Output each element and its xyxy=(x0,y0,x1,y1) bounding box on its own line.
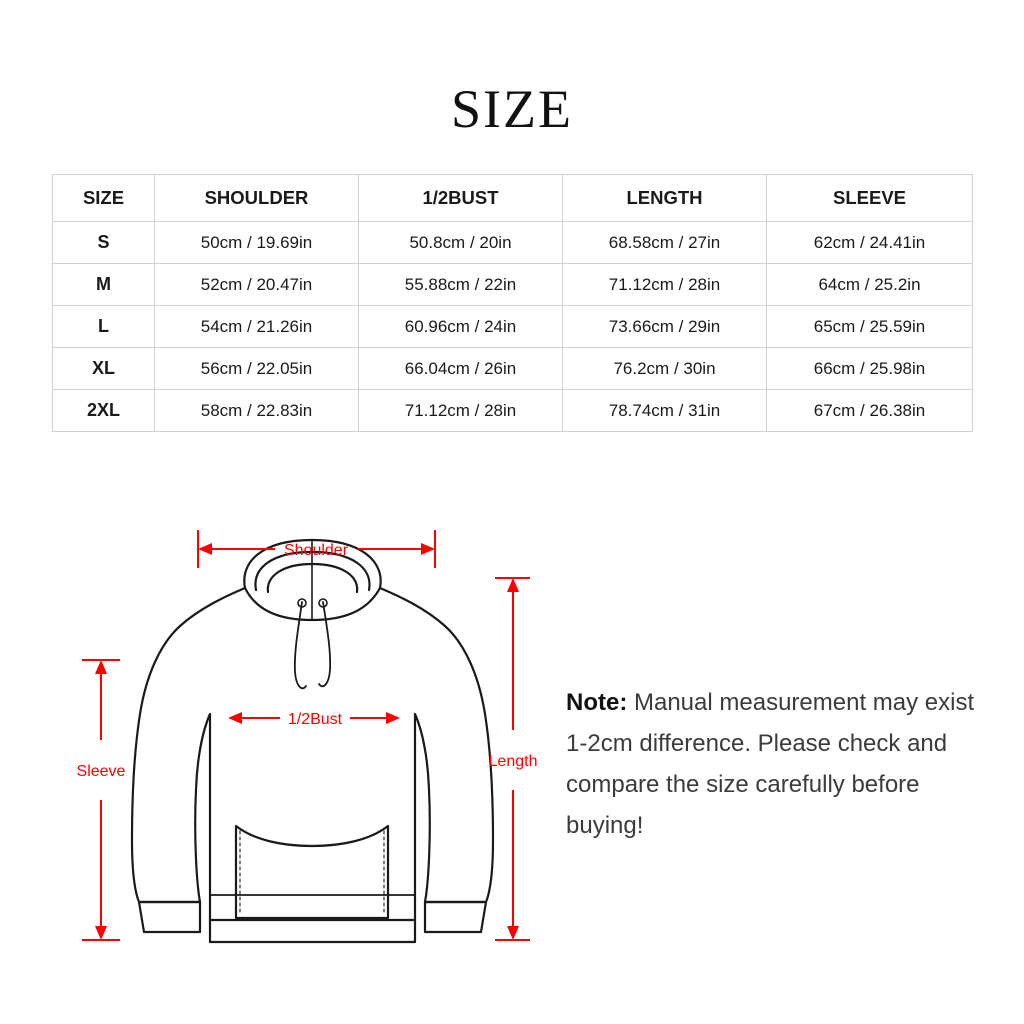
cell-length: 71.12cm / 28in xyxy=(563,264,767,306)
cell-length: 78.74cm / 31in xyxy=(563,390,767,432)
shoulder-label: Shoulder xyxy=(283,542,349,559)
sleeve-measure-arrow xyxy=(82,660,120,940)
cell-bust: 71.12cm / 28in xyxy=(359,390,563,432)
column-header-shoulder: SHOULDER xyxy=(155,175,359,222)
cell-size: 2XL xyxy=(53,390,155,432)
table-row xyxy=(53,348,973,390)
note-block xyxy=(566,682,976,846)
cell-shoulder: 50cm / 19.69in xyxy=(155,222,359,264)
cell-sleeve: 65cm / 25.59in xyxy=(767,306,973,348)
table-row xyxy=(53,306,973,348)
cell-shoulder: 54cm / 21.26in xyxy=(155,306,359,348)
bust-label: 1/2Bust xyxy=(287,711,343,728)
cell-bust: 55.88cm / 22in xyxy=(359,264,563,306)
cell-sleeve: 66cm / 25.98in xyxy=(767,348,973,390)
column-header-sleeve: SLEEVE xyxy=(767,175,973,222)
cell-length: 76.2cm / 30in xyxy=(563,348,767,390)
hoodie-illustration xyxy=(132,540,493,942)
cell-shoulder: 52cm / 20.47in xyxy=(155,264,359,306)
measurement-annotations xyxy=(82,530,530,940)
column-header-size: SIZE xyxy=(53,175,155,222)
note-label: Note: xyxy=(566,689,628,716)
table-row xyxy=(53,264,973,306)
cell-size: XL xyxy=(53,348,155,390)
cell-shoulder: 58cm / 22.83in xyxy=(155,390,359,432)
cell-size: M xyxy=(53,264,155,306)
cell-bust: 60.96cm / 24in xyxy=(359,306,563,348)
cell-size: L xyxy=(53,306,155,348)
cell-length: 68.58cm / 27in xyxy=(563,222,767,264)
column-header-length: LENGTH xyxy=(563,175,767,222)
table-row xyxy=(53,222,973,264)
sleeve-label: Sleeve xyxy=(76,763,126,780)
length-label: Length xyxy=(488,753,538,770)
hoodie-measurement-diagram xyxy=(40,500,560,970)
table-row xyxy=(53,390,973,432)
column-header-bust: 1/2BUST xyxy=(359,175,563,222)
note-text: Manual measurement may exist 1-2cm difference. Please check and compare the size carefully before buying! xyxy=(566,689,975,839)
cell-sleeve: 62cm / 24.41in xyxy=(767,222,973,264)
cell-bust: 50.8cm / 20in xyxy=(359,222,563,264)
cell-sleeve: 64cm / 25.2in xyxy=(767,264,973,306)
cell-length: 73.66cm / 29in xyxy=(563,306,767,348)
cell-shoulder: 56cm / 22.05in xyxy=(155,348,359,390)
size-chart-table xyxy=(52,174,973,432)
page-title: SIZE xyxy=(451,79,573,139)
cell-bust: 66.04cm / 26in xyxy=(359,348,563,390)
table-header-row xyxy=(53,175,973,222)
cell-size: S xyxy=(53,222,155,264)
cell-sleeve: 67cm / 26.38in xyxy=(767,390,973,432)
